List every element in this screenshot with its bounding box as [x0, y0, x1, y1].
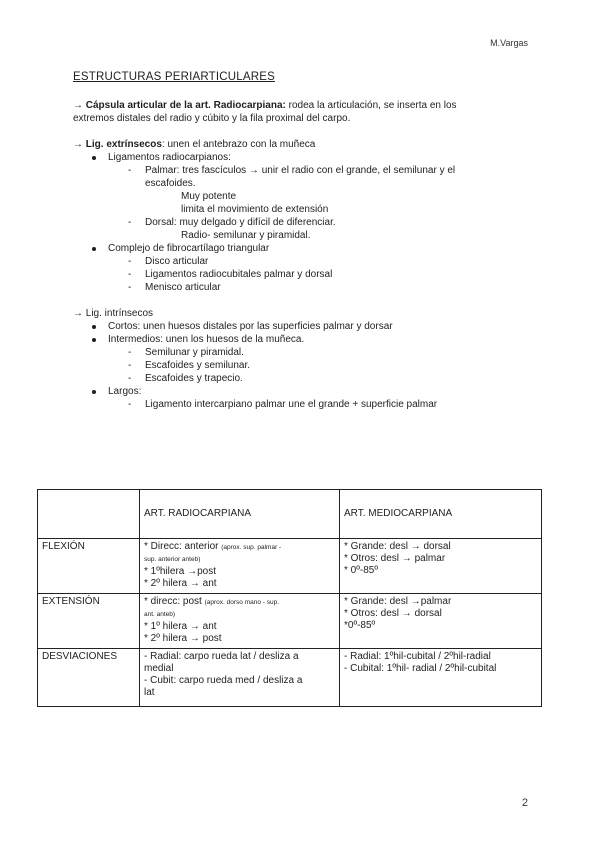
bullet-intermedios: Intermedios: unen los huesos de la muñeca.: [108, 334, 305, 345]
dash-icon: -: [128, 269, 132, 280]
extension-hilera-1: * 1º hilera → ant: [144, 621, 217, 632]
bullet-icon: [92, 390, 96, 394]
dash-icon: -: [128, 282, 132, 293]
intrinsecos-heading: → Lig. intrínsecos: [73, 308, 154, 319]
palmar-line-4: limita el movimiento de extensión: [181, 204, 329, 215]
extrinsecos-text: : unen el antebrazo con la muñeca: [161, 139, 316, 150]
sub-escafoides-semilunar: Escafoides y semilunar.: [145, 360, 251, 371]
bullet-icon: [92, 247, 96, 251]
header-radiocarpiana: ART. RADIOCARPIANA: [140, 490, 340, 539]
page-number: 2: [521, 797, 528, 809]
extension-grande: * Grande: desl →palmar: [344, 596, 452, 607]
bullet-largos: Largos:: [108, 386, 142, 397]
row-label-desviaciones: DESVIACIONES: [38, 649, 140, 707]
bullet-complejo-fibrocartilago: Complejo de fibrocartílago triangular: [108, 243, 270, 254]
sub-semilunar-piramidal: Semilunar y piramidal.: [145, 347, 244, 358]
capsula-line-1: [73, 99, 523, 112]
page-title: ESTRUCTURAS PERIARTICULARES: [73, 71, 276, 83]
bullet-icon: [92, 325, 96, 329]
flexion-radiocarpiana: [140, 539, 340, 594]
sub-disco-articular: Disco articular: [145, 256, 209, 267]
desviaciones-radiocarpiana: [140, 649, 340, 707]
desv-cubit-1: - Cubit: carpo rueda med / desliza a: [144, 675, 303, 686]
flexion-hilera-1: * 1ºhilera →post: [144, 566, 217, 577]
extension-hilera-2: * 2º hilera → post: [144, 633, 222, 644]
table-header-row: [38, 490, 542, 539]
flexion-direcc-note-2: sup. anterior anteb): [144, 556, 201, 563]
dash-icon: -: [128, 373, 132, 384]
desv-cubit-2: lat: [144, 687, 155, 698]
flexion-rango: * 0º-85º: [344, 565, 378, 576]
capsula-text: rodea la articulación, se inserta en los: [285, 100, 457, 111]
extension-rango: *0º-85º: [344, 620, 376, 631]
bullet-ligamentos-radiocarpianos: Ligamentos radiocarpianos:: [108, 152, 231, 163]
sub-ligamentos-radiocubitales: Ligamentos radiocubitales palmar y dorsal: [145, 269, 333, 280]
extrinsecos-lead: → Lig. extrínsecos: [73, 139, 162, 150]
flexion-otros: * Otros: desl → palmar: [344, 553, 446, 564]
extension-radiocarpiana: [140, 594, 340, 649]
author-name: M.Vargas: [490, 38, 528, 48]
sub-ligamento-intercarpiano: Ligamento intercarpiano palmar une el grande + superficie palmar: [145, 399, 438, 410]
extension-otros: * Otros: desl → dorsal: [344, 608, 442, 619]
dash-icon: -: [128, 256, 132, 267]
flexion-hilera-2: * 2º hilera → ant: [144, 578, 217, 589]
flexion-direcc: * Direcc: anterior: [144, 541, 222, 552]
flexion-mediocarpiana: [340, 539, 542, 594]
bullet-icon: [92, 156, 96, 160]
table-row-extension: [38, 594, 542, 649]
dorsal-line-1: Dorsal: muy delgado y difícil de diferenciar.: [145, 217, 336, 228]
extension-direcc-note-2: ant. anteb): [144, 611, 176, 618]
extension-direcc: * direcc: post: [144, 596, 205, 607]
sub-menisco-articular: Menisco articular: [145, 282, 221, 293]
dash-icon: -: [128, 217, 132, 228]
sub-escafoides-trapecio: Escafoides y trapecio.: [145, 373, 243, 384]
desv-radial-2: medial: [144, 663, 174, 674]
desv-radial-1: - Radial: carpo rueda lat / desliza a: [144, 651, 299, 662]
bullet-cortos: Cortos: unen huesos distales por las superficies palmar y dorsar: [108, 321, 393, 332]
extension-direcc-note: (aprox. dorso mano - sup.: [204, 599, 280, 606]
flexion-direcc-note: (aprox. sup. palmar -: [221, 544, 282, 551]
dash-icon: -: [128, 399, 132, 410]
desv-cubital-medio: - Cubital: 1ºhil- radial / 2ºhil-cubital: [344, 663, 497, 674]
dorsal-line-2: Radio- semilunar y piramidal.: [181, 230, 311, 241]
extrinsecos-heading: [73, 138, 523, 151]
palmar-line-2: escafoides.: [145, 178, 196, 189]
palmar-line-1: Palmar: tres fascículos → unir el radio con el grande, el semilunar y el: [145, 165, 456, 176]
palmar-line-3: Muy potente: [181, 191, 237, 202]
dash-icon: -: [128, 165, 132, 176]
dash-icon: -: [128, 360, 132, 371]
bullet-icon: [92, 338, 96, 342]
capsula-lead: → Cápsula articular de la art. Radiocarpiana:: [73, 100, 286, 111]
table-row-desviaciones: [38, 649, 542, 707]
header-mediocarpiana: ART. MEDIOCARPIANA: [340, 490, 542, 539]
row-label-extension: EXTENSIÓN: [38, 594, 140, 649]
row-label-flexion: FLEXIÓN: [38, 539, 140, 594]
extension-mediocarpiana: [340, 594, 542, 649]
desv-radial-medio: - Radial: 1ºhil-cubital / 2ºhil-radial: [344, 651, 491, 662]
table-corner-cell: [38, 490, 140, 539]
dash-icon: -: [128, 347, 132, 358]
capsula-line-2: extremos distales del radio y cúbito y la fila proximal del carpo.: [73, 113, 351, 124]
articulation-table: [37, 489, 542, 707]
flexion-grande: * Grande: desl → dorsal: [344, 541, 451, 552]
desviaciones-mediocarpiana: [340, 649, 542, 707]
table-row-flexion: [38, 539, 542, 594]
